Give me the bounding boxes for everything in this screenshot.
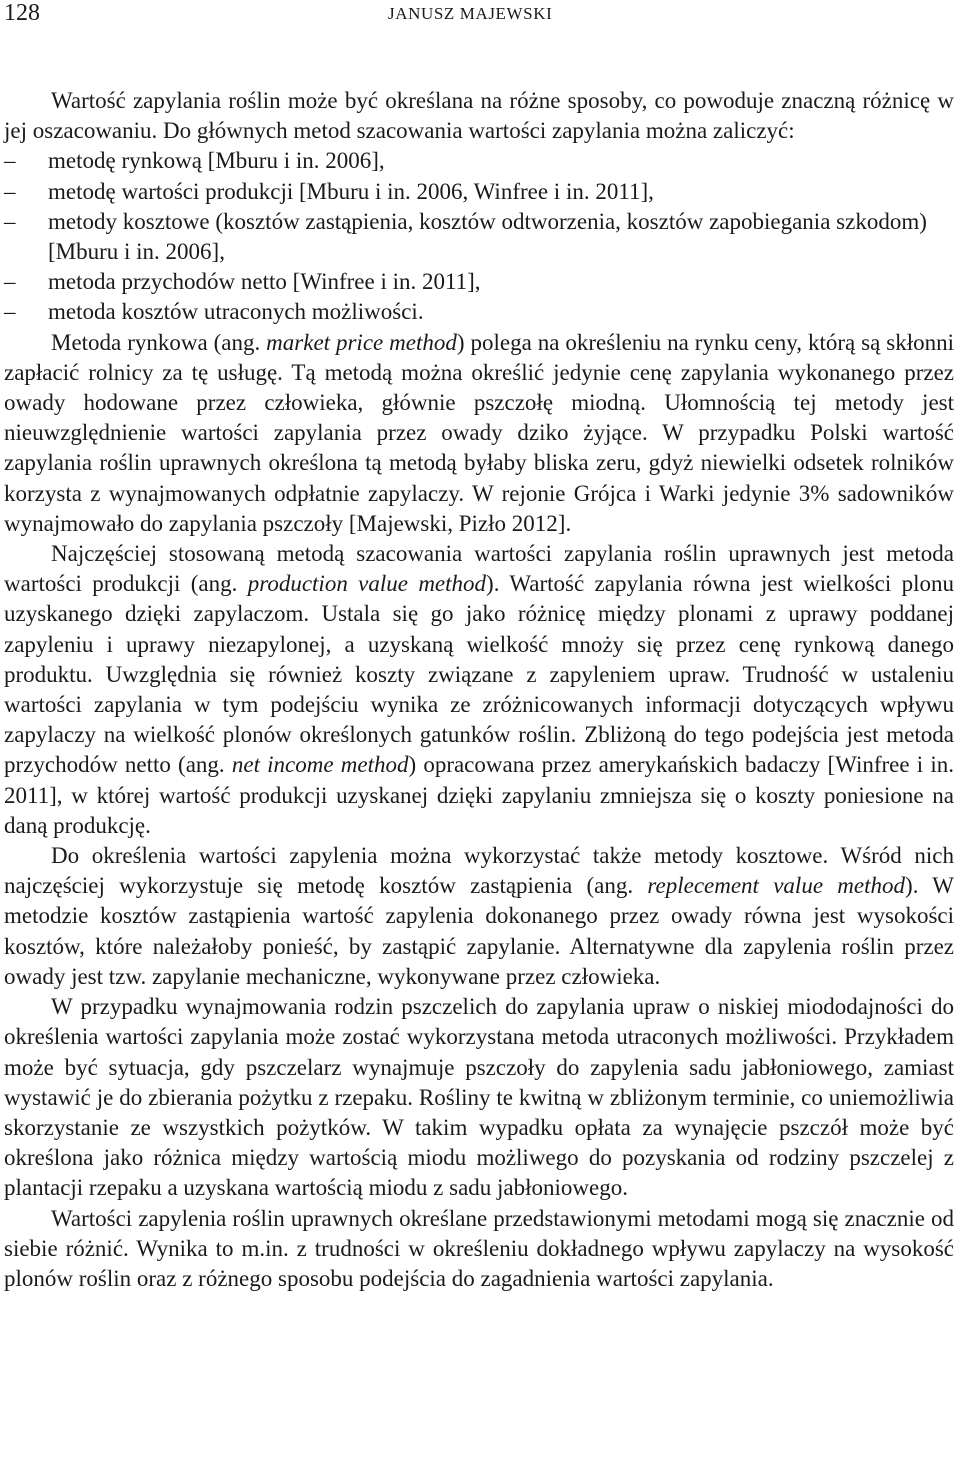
list-item bbox=[4, 297, 954, 327]
list-item bbox=[4, 146, 954, 176]
cost-method-paragraph bbox=[4, 841, 954, 992]
running-head-author: JANUSZ MAJEWSKI bbox=[388, 4, 553, 23]
dash-bullet: – bbox=[4, 178, 16, 204]
page-header bbox=[0, 0, 960, 30]
text-run: ). W metodzie kosztów zastąpienia wartość zapylenia dokonanego przez owady równa jest wysokości kosztów, które należałoby ponieść, by zastąpić zapylanie. Alternatywne dla zapylenia roślin przez owady jest tzw. zapylanie mechaniczne, wykonywane przez człowieka. bbox=[4, 873, 955, 989]
dash-bullet: – bbox=[4, 269, 16, 295]
list-item-text: metodę rynkową [Mburu i in. 2006], bbox=[48, 148, 385, 174]
list-item-text: metody kosztowe (kosztów zastąpienia, kosztów odtworzenia, kosztów zapobiegania szkodom) [Mburu i in. 2006], bbox=[48, 208, 927, 265]
intro-paragraph: Wartość zapylania roślin może być określana na różne sposoby, co powoduje znaczną różnicę w jej oszacowaniu. Do głównych metod szacowania wartości zapylania można zaliczyć: bbox=[4, 88, 954, 144]
text-run: ) polega na określeniu na rynku ceny, którą są skłonni zapłacić rolnicy za tę usługę. Tą metodą można określić jedynie cenę zapylania wykonanego przez owady hodowane przez człowieka, głównie pszczołę miodną. Ułomnością tej metody jest nieuwzględnienie wartości zapylania przez owady dziko żyjące. W przypadku Polski wartość zapylania roślin uprawnych określona tą metodą byłaby bliska zeru, gdyż niewielki odsetek rolników korzysta z wynajmowanych odpłatnie zapylaczy. W rejonie Grójca i Warki jedynie 3% sadowników wynajmowało do zapylania pszczoły [Majewski, Pizło 2012]. bbox=[4, 329, 954, 536]
opportunity-cost-paragraph: W przypadku wynajmowania rodzin pszczelich do zapylania upraw o niskiej miododajności do określenia wartości zapylania może zostać wykorzystana metoda utraconych możliwości. Przykładem może być sytuacja, gdy pszczelarz wynajmuje pszczoły do zapylenia sadu jabłoniowego, zamiast wystawić je do zbierania pożytku z rzepaku. Rośliny te kwitną w zbliżonym terminie, co uniemożliwia skorzystanie ze wszystkich pożytków. W takim wypadku opłata za wynajęcie pszczół może być określona jako różnica między wartością miodu możliwego do pozyskania od rodziny pszczelej z plantacji rzepaku a uzyskana wartością miodu z sadu jabłoniowego. bbox=[4, 994, 954, 1201]
text-run: ). Wartość zapylania równa jest wielkości plonu uzyskanego dzięki zapylaczom. Ustala się go jako różnicę między plonami z uprawy poddanej zapyleniu i uprawy niezapylonej, a uzyskaną wielkość mnoży się przez cenę rynkową danego produktu. Uwzględnia się również koszty związane z zapyleniem upraw. Trudność w ustaleniu wartości zapylania w tym podejściu wynika ze zróżnicowanych informacji dotyczących wpływu zapylaczy na wielkość plonów określonych gatunków roślin. Zbliżoną do tego podejścia jest metoda przychodów netto (ang. bbox=[4, 571, 954, 778]
list-item-text: metodę wartości produkcji [Mburu i in. 2006, Winfree i in. 2011], bbox=[48, 178, 654, 204]
italic-term: replecement value method bbox=[647, 873, 906, 899]
production-value-paragraph bbox=[4, 539, 954, 841]
text-run: Metoda rynkowa (ang. bbox=[51, 329, 267, 355]
italic-term: market price method bbox=[266, 329, 457, 355]
page-number: 128 bbox=[4, 0, 40, 26]
text-run: ) opracowana przez amerykańskich badaczy [Winfree i in. 2011], w której wartość produkcji uzyskanej dzięki zapylaniu zmniejsza się o koszty poniesione na daną produkcję. bbox=[4, 752, 954, 838]
italic-term: production value method bbox=[247, 571, 487, 597]
conclusion-paragraph: Wartości zapylenia roślin uprawnych określane przedstawionymi metodami mogą się znacznie od siebie różnić. Wynika to m.in. z trudności w określeniu dokładnego wpływu zapylaczy na wysokość plonów roślin oraz z różnego sposobu podejścia do zagadnienia wartości zapylania. bbox=[4, 1205, 954, 1291]
text-run: Do określenia wartości zapylenia można wykorzystać także metody kosztowe. Wśród nich najczęściej wykorzystuje się metodę kosztów zastąpienia (ang. bbox=[4, 843, 954, 899]
dash-bullet: – bbox=[4, 208, 16, 234]
italic-term: net income method bbox=[231, 752, 409, 778]
list-item bbox=[4, 267, 954, 297]
list-item-text: metoda przychodów netto [Winfree i in. 2011], bbox=[48, 269, 481, 295]
list-item-text: metoda kosztów utraconych możliwości. bbox=[48, 299, 424, 325]
market-method-paragraph bbox=[4, 328, 954, 539]
list-item bbox=[4, 177, 954, 207]
page-body bbox=[4, 86, 954, 1294]
methods-list bbox=[4, 146, 954, 327]
text-run: Najczęściej stosowaną metodą szacowania wartości zapylania roślin uprawnych jest metoda wartości produkcji (ang. bbox=[4, 541, 954, 597]
list-item bbox=[4, 207, 954, 267]
dash-bullet: – bbox=[4, 299, 16, 325]
dash-bullet: – bbox=[4, 148, 16, 174]
